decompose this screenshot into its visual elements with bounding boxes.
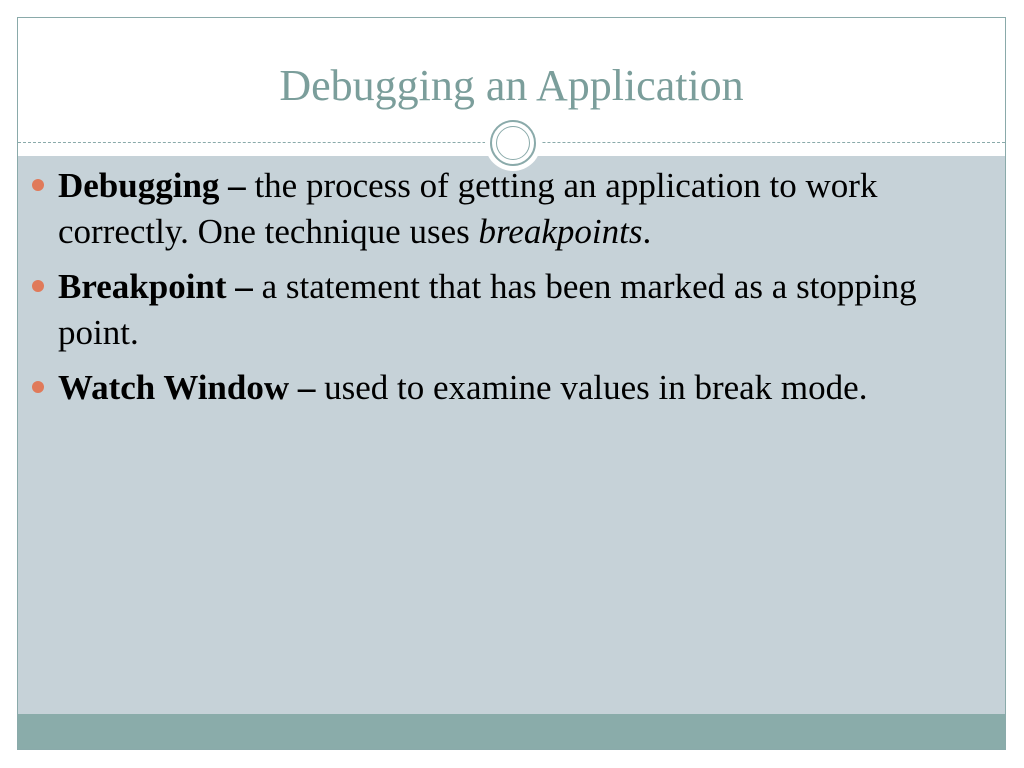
ornament-inner-ring bbox=[496, 126, 530, 160]
bullet-item-breakpoint bbox=[58, 264, 958, 356]
slide-title: Debugging an Application bbox=[279, 61, 744, 110]
bullet-text-end: . bbox=[642, 212, 652, 251]
bullet-term: Breakpoint – bbox=[58, 267, 253, 306]
bullet-emphasis: breakpoints bbox=[478, 212, 643, 251]
bullet-item-debugging bbox=[58, 163, 958, 255]
footer-bar bbox=[18, 714, 1005, 749]
bullet-text: the process of getting an application to work correctly. One technique uses bbox=[58, 166, 878, 251]
bullet-item-watch-window bbox=[58, 365, 958, 411]
bullet-term: Watch Window – bbox=[58, 368, 316, 407]
bullet-icon bbox=[32, 280, 44, 292]
bullet-list bbox=[58, 163, 958, 420]
bullet-text: used to examine values in break mode. bbox=[315, 368, 868, 407]
bullet-text: a statement that has been marked as a stopping point. bbox=[58, 267, 917, 352]
bullet-icon bbox=[32, 179, 44, 191]
bullet-icon bbox=[32, 381, 44, 393]
bullet-term: Debugging – bbox=[58, 166, 246, 205]
